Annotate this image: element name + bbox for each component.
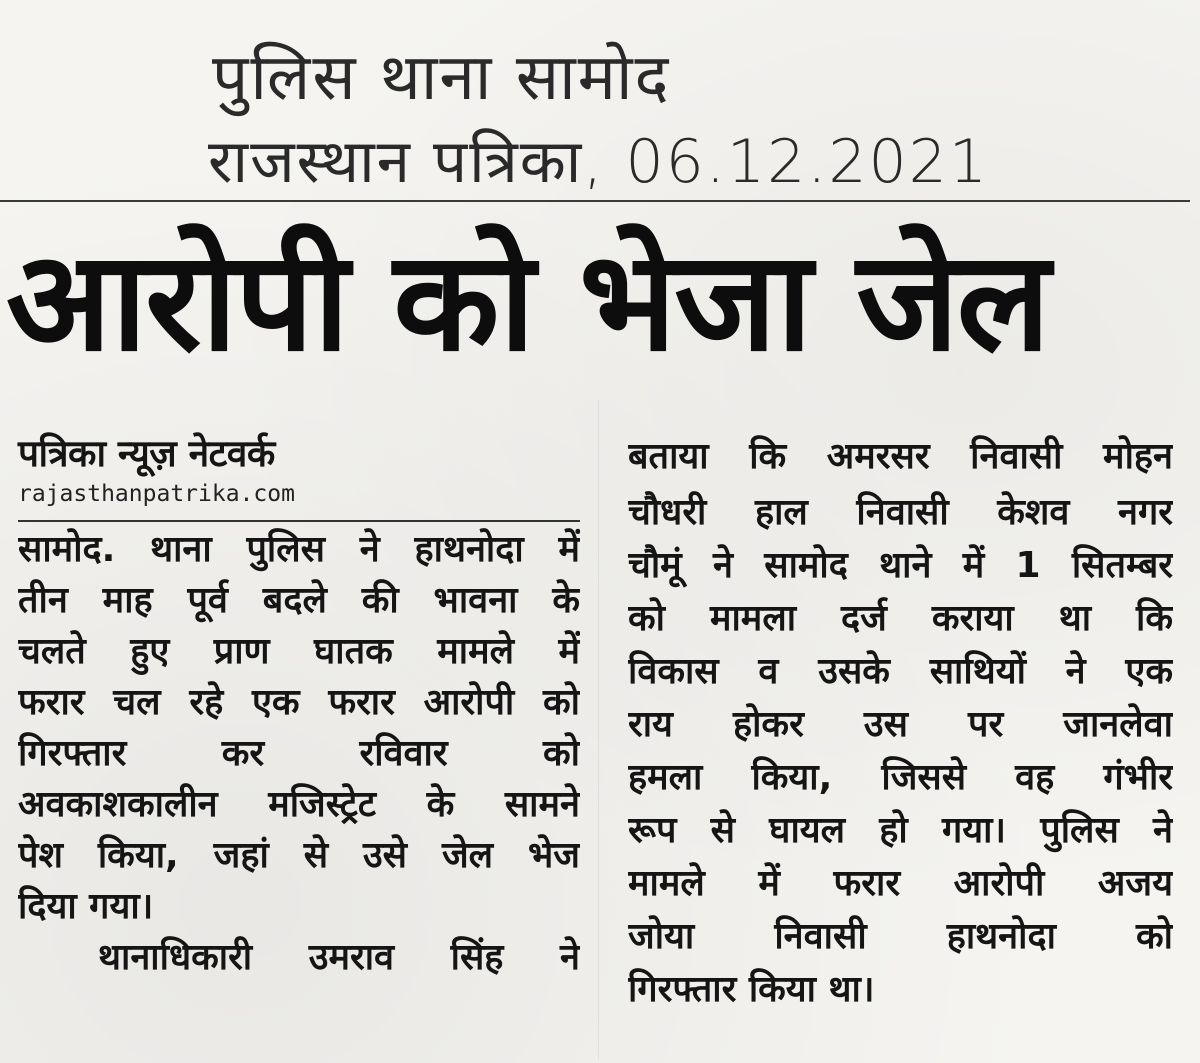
body-line: तीन माह पूर्व बदले की भावना के (18, 580, 580, 621)
right-column (628, 432, 1173, 1016)
handwritten-source-date: राजस्थान पत्रिका, 06.12.2021 (208, 127, 990, 197)
handwritten-police-station: पुलिस थाना सामोद (212, 41, 671, 115)
body-line: दिया गया। (18, 886, 154, 927)
body-line: चौधरी हाल निवासी केशव नगर (628, 492, 1173, 533)
body-line: को मामला दर्ज कराया था कि (628, 598, 1173, 639)
body-line: अवकाशकालीन मजिस्ट्रेट के सामने (18, 784, 580, 825)
body-line: बताया कि अमरसर निवासी मोहन (628, 436, 1173, 477)
body-line: गिरफ्तार कर रविवार को (18, 733, 580, 774)
body-line: जोया निवासी हाथनोदा को (628, 916, 1173, 957)
body-line: गिरफ्तार किया था। (628, 969, 875, 1010)
body-line: हमला किया, जिससे वह गंभीर (628, 757, 1173, 798)
body-line: चौमूं ने सामोद थाने में 1 सितम्बर (628, 545, 1173, 586)
website-credit: rajasthanpatrika.com (18, 481, 295, 507)
body-line: रूप से घायल हो गया। पुलिस ने (628, 810, 1173, 851)
byline-divider (18, 520, 580, 522)
article-headline: आरोपी को भेजा जेल (6, 221, 1049, 382)
body-line: चलते हुए प्राण घातक मामले में (18, 631, 580, 672)
body-line: विकास व उसके साथियों ने एक (628, 651, 1173, 692)
left-column-body (18, 524, 580, 983)
body-line: सामोद. थाना पुलिस ने हाथनोदा में (18, 529, 580, 570)
body-line: राय होकर उस पर जानलेवा (628, 704, 1173, 745)
body-line: मामले में फरार आरोपी अजय (628, 863, 1173, 904)
body-line: पेश किया, जहां से उसे जेल भेज (18, 835, 580, 876)
byline: पत्रिका न्यूज़ नेटवर्क (18, 432, 275, 475)
body-line: फरार चल रहे एक फरार आरोपी को (18, 682, 580, 723)
column-gutter (598, 400, 599, 1060)
dateline: सामोद. (18, 529, 116, 570)
body-line: थानाधिकारी उमराव सिंह ने (98, 937, 580, 978)
left-column (18, 432, 580, 983)
top-divider (0, 200, 1190, 202)
